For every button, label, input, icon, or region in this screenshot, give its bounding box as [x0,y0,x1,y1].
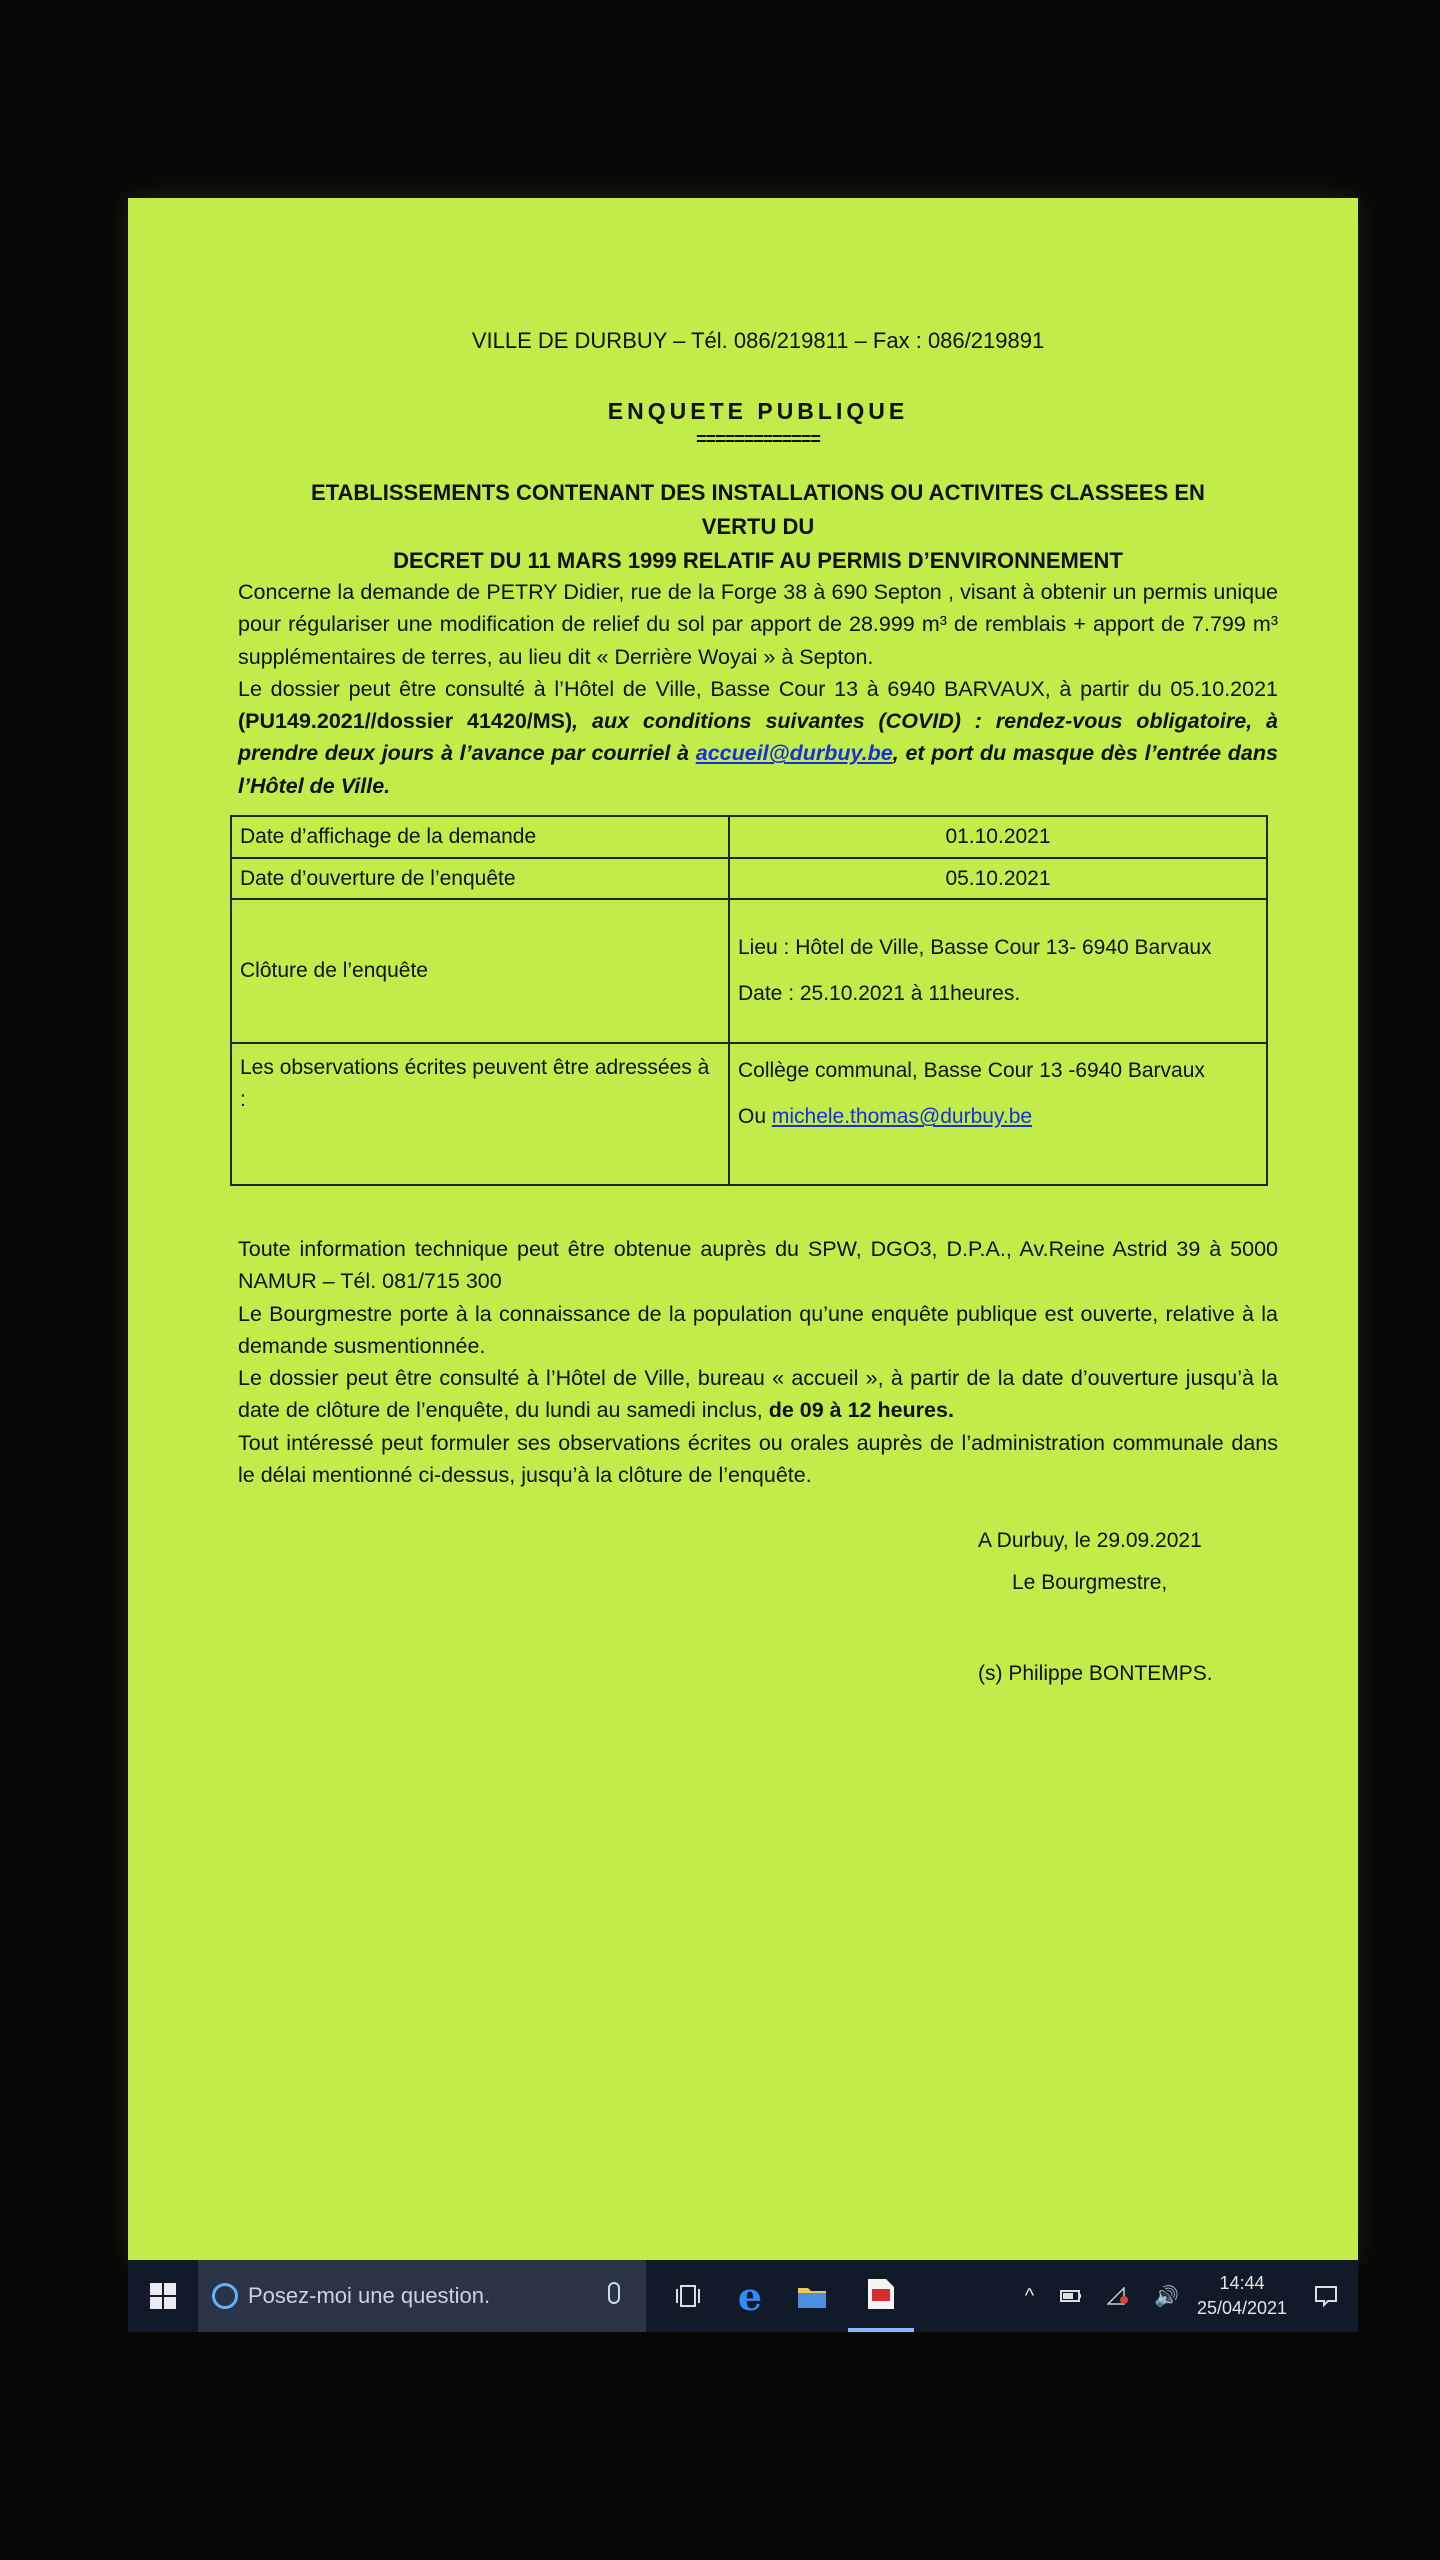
edge-icon: e [737,2273,763,2319]
observations-paragraph: Tout intéressé peut formuler ses observations écrites ou orales auprès de l’administration communale dans le délai mentionné ci-dessus, jusqu’à la clôture de l’enquête. [238,1430,1278,1487]
task-view-button[interactable] [662,2260,714,2332]
windows-logo-icon [149,2282,177,2310]
consultation-text: Le dossier peut être consulté à l’Hôtel de Ville, bureau « accueil », à partir de la date d’ouverture jusqu’à la date de clôture de l’enquête, du lundi au samedi inclus, [238,1366,1278,1423]
edge-browser-button[interactable] [722,2260,778,2332]
college-address: Collège communal, Basse Cour 13 -6940 Barvaux [738,1059,1205,1082]
table-cell-label: Les observations écrites peuvent être adressées à : [231,1043,729,1185]
dates-table [230,815,1268,1186]
document-title: ENQUETE PUBLIQUE [607,398,909,424]
technical-info-paragraph: Toute information technique peut être obtenue auprès du SPW, DGO3, D.P.A., Av.Reine Astrid 39 à 5000 NAMUR – Tél. 081/715 300 [238,1237,1278,1294]
table-row [231,816,1267,858]
table-cell-label: Clôture de l’enquête [231,899,729,1043]
intro-p2-start: Le dossier peut être consulté à l’Hôtel de Ville, Basse Cour 13 à 6940 BARVAUX, à partir du 05.10.2021 [238,676,1278,701]
signature-name: (s) Philippe BONTEMPS. [978,1662,1213,1685]
intro-section [238,576,1278,802]
table-cell-label: Date d’affichage de la demande [231,816,729,858]
table-cell-value [729,1043,1267,1185]
closing-date: Date : 25.10.2021 à 11heures. [738,982,1021,1005]
document-subtitle [278,476,1238,578]
document-header: VILLE DE DURBUY – Tél. 086/219811 – Fax : 086/219891 [471,328,1045,353]
table-cell-label: Date d’ouverture de l’enquête [231,858,729,900]
title-underline: ============= [696,429,820,449]
subtitle-line-1: ETABLISSEMENTS CONTENANT DES INSTALLATIONS OU ACTIVITES CLASSEES EN VERTU DU [311,480,1205,540]
opening-hours: de 09 à 12 heures. [768,1398,954,1423]
intro-paragraph-2 [238,673,1278,802]
clock-date: 25/04/2021 [1196,2298,1288,2318]
subtitle-line-2: DECRET DU 11 MARS 1999 RELATIF AU PERMIS D’ENVIRONNEMENT [393,548,1123,574]
table-row [231,858,1267,900]
table-row [231,899,1267,1043]
notification-icon [1314,2284,1338,2308]
folder-icon [797,2283,827,2309]
acrobat-reader-button[interactable] [848,2260,914,2332]
email-link-accueil[interactable]: accueil@durbuy.be [695,741,893,766]
table-cell-value: 05.10.2021 [729,858,1267,900]
volume-icon[interactable]: 🔊 [1154,2285,1180,2308]
table-cell-value: 01.10.2021 [729,816,1267,858]
taskbar-clock[interactable] [1192,2260,1292,2332]
email-link-michele[interactable]: michele.thomas@durbuy.be [771,1105,1033,1129]
pdf-document-icon [866,2277,896,2311]
show-hidden-icons-button[interactable]: ^ [1024,2284,1035,2307]
monitor-screen [128,198,1358,2319]
signature-place-date: A Durbuy, le 29.09.2021 [978,1529,1202,1552]
cortana-search-box[interactable] [198,2260,646,2332]
start-button[interactable] [128,2260,198,2332]
intro-paragraph-1: Concerne la demande de PETRY Didier, rue de la Forge 38 à 690 Septon , visant à obtenir un permis unique pour régulariser une modification de relief du sol par apport de 28.999 m³ de remblais + apport de 7.799 m³ supplémentaires de terres, au lieu dit « Derrière Woyai » à Septon. [238,580,1278,669]
announcement-paragraph: Le Bourgmestre porte à la connaissance de la population qu’une enquête publique est ouverte, relative à la demande susmentionnée. [238,1301,1278,1358]
clock-time: 14:44 [1219,2272,1265,2293]
table-row [231,1043,1267,1185]
consultation-paragraph [238,1362,1278,1427]
covid-conditions: , aux conditions suivantes (COVID) : rendez-vous obligatoire, à prendre deux jours à l’avance par courriel à [238,709,1278,766]
email-line [738,1094,1258,1140]
dossier-reference: (PU149.2021//dossier 41420/MS) [238,709,573,733]
task-view-icon [675,2283,701,2309]
network-disconnected-icon[interactable] [1107,2287,1129,2305]
file-explorer-button[interactable] [784,2260,840,2332]
windows-taskbar [128,2260,1358,2332]
system-tray [1012,2260,1192,2332]
intro-p2-end: , et port du masque dès l’entrée dans l’Hôtel de Ville. [238,741,1278,798]
signature-role: Le Bourgmestre, [1012,1571,1168,1594]
notes-section [238,1233,1278,1491]
search-placeholder: Posez-moi une question. [248,2283,491,2308]
battery-icon[interactable] [1060,2288,1082,2304]
signature-block [978,1520,1278,1604]
microphone-icon[interactable] [608,2282,620,2304]
cortana-icon [212,2283,238,2309]
action-center-button[interactable] [1294,2260,1358,2332]
closing-location: Lieu : Hôtel de Ville, Basse Cour 13- 6940 Barvaux [738,935,1212,959]
table-cell-value [729,899,1267,1043]
ou-label: Ou [738,1105,772,1129]
